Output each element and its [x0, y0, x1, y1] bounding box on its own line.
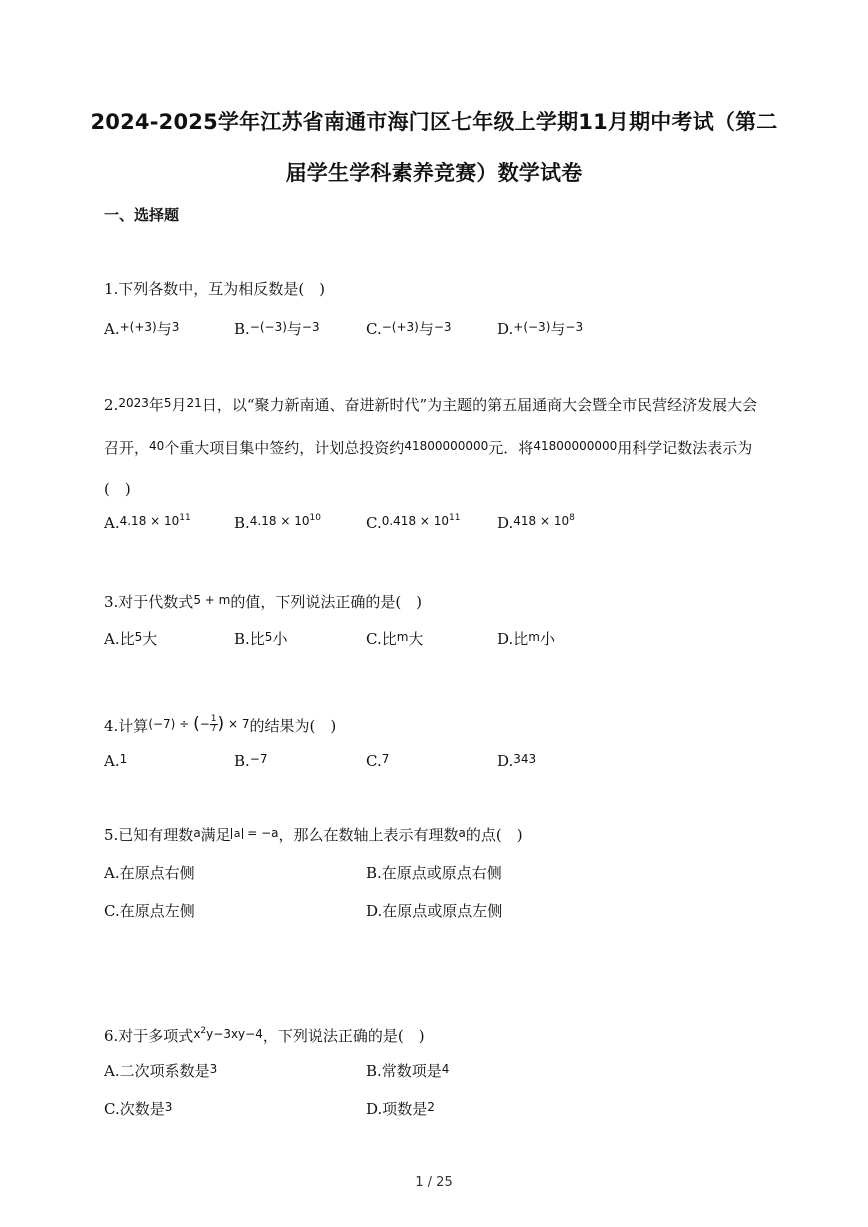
q2-option-a[interactable]: A.$^{4.18 \times 10^{11}}$	[104, 513, 191, 532]
q2-option-c[interactable]: C.$^{0.418 \times 10^{11}}$	[366, 513, 461, 532]
question-2-options	[104, 513, 764, 537]
q3-option-a[interactable]: A.比$^5$大	[104, 630, 158, 648]
q2-option-d[interactable]: D.$^{418 \times 10^8}$	[497, 513, 575, 532]
q5-option-d[interactable]: D.在原点或原点左侧	[366, 902, 503, 920]
question-1-options	[104, 318, 764, 342]
q1-option-a[interactable]: A.$^{+(+3)}$与$^3$	[104, 320, 180, 338]
paper-title-line2: 届学生学科素养竞赛）数学试卷	[285, 161, 583, 185]
q6-option-c[interactable]: C.次数是$^3$	[104, 1100, 173, 1118]
question-6-options-row1	[104, 1060, 764, 1084]
q6-option-a[interactable]: A.二次项系数是$^3$	[104, 1062, 218, 1080]
q1-option-d[interactable]: D.$^{+(-3)}$与$^{-3}$	[497, 320, 584, 338]
q3-option-d[interactable]: D.比$^m$小	[497, 630, 555, 648]
question-4-options	[104, 752, 764, 776]
q1-option-c[interactable]: C.$^{-(+3)}$与$^{-3}$	[366, 320, 452, 338]
q6-polynomial: x2y−3xy−4	[193, 1026, 263, 1041]
q4-option-b[interactable]: B.$^{-7}$	[234, 752, 268, 770]
page-number: 1 / 25	[415, 1175, 453, 1190]
q3-option-c[interactable]: C.比$^m$大	[366, 630, 424, 648]
question-1-stem: 1.下列各数中，互为相反数是( )	[104, 280, 326, 298]
paper-title-line1: 2024-2025学年江苏省南通市海门区七年级上学期11月期中考试（第二	[90, 110, 778, 134]
question-6-stem: 6.对于多项式$^{x^2y-3xy-4}$，下列说法正确的是( )	[104, 1026, 425, 1045]
q3-option-b[interactable]: B.比$^5$小	[234, 630, 288, 648]
section-heading-choice: 一、选择题	[104, 206, 180, 224]
question-6-options-row2	[104, 1098, 764, 1122]
q5-option-a[interactable]: A.在原点右侧	[104, 864, 195, 882]
q4-option-c[interactable]: C.$^7$	[366, 752, 390, 770]
question-5-options-row1	[104, 862, 764, 886]
q4-option-d[interactable]: D.$^{343}$	[497, 752, 537, 770]
q4-expression: (−7) ÷ (− 1 7 ) × 7	[148, 714, 250, 734]
question-5-stem: 5.已知有理数$^a$满足 $^{a = -a}$，那么在数轴上表示有理数$^a$的点( )	[104, 826, 523, 844]
q6-option-d[interactable]: D.项数是$^2$	[366, 1100, 435, 1118]
q5-option-b[interactable]: B.在原点或原点右侧	[366, 864, 502, 882]
question-3-stem: 3.对于代数式$^{5 + m}$的值，下列说法正确的是( )	[104, 593, 423, 611]
question-2-stem: 2.$^{2023}$年$^5$月$^{21}$日，以“聚力新南通、奋进新时代”为主题的第五届通商大会暨全市民营经济发展大会召开，$^{40}$个重大项目集中签约，计划总投资约$^{41800000000}$元．将$^{41800000000}$用科学记数法表示为( )	[104, 396, 758, 498]
q4-option-a[interactable]: A.$^1$	[104, 752, 128, 770]
question-5-options-row2	[104, 900, 764, 924]
q6-option-b[interactable]: B.常数项是$^4$	[366, 1062, 450, 1080]
question-4-stem: 4.计算$^{(-7) \div (- \frac{1}{7} ) \times 7}$的结果为( )	[104, 714, 337, 735]
q2-option-b[interactable]: B.$^{4.18 \times 10^{10}}$	[234, 513, 321, 532]
q5-option-c[interactable]: C.在原点左侧	[104, 902, 195, 920]
question-3-options	[104, 628, 764, 652]
q1-option-b[interactable]: B.$^{-(-3)}$与$^{-3}$	[234, 320, 320, 338]
